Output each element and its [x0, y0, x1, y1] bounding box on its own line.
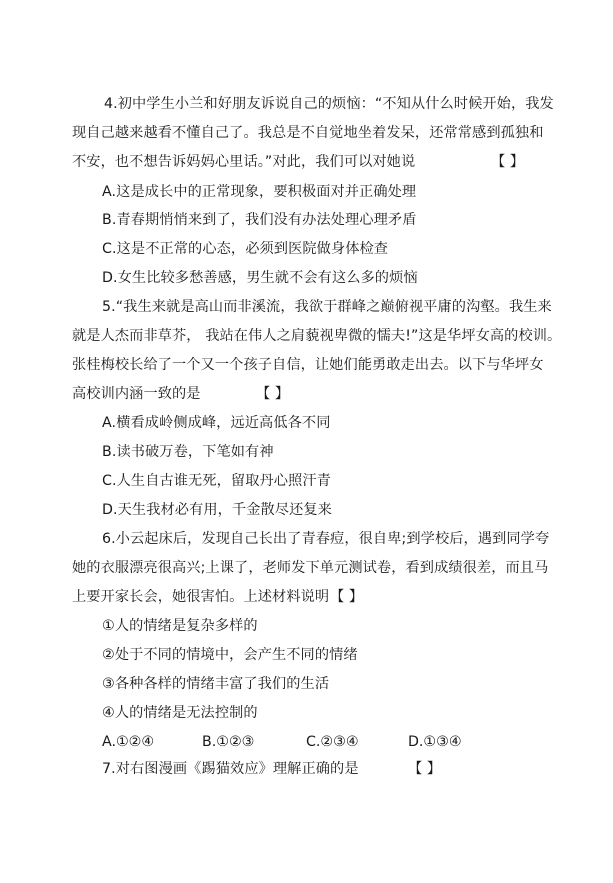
- q6-statement-2: ②处于不同的情境中，会产生不同的情绪: [102, 647, 358, 663]
- q5-line-1: 5.“我生来就是高山而非溪流，我欲于群峰之巅俯视平庸的沟壑。我生来: [102, 299, 552, 315]
- q6-line-2: 她的衣服漂亮很高兴;上课了，老师发下单元测试卷，看到成绩很差，而且马: [72, 560, 549, 576]
- q4-option-c: C.这是不正常的心态，必须到医院做身体检查: [102, 241, 389, 257]
- q6-statement-4: ④人的情绪是无法控制的: [102, 705, 258, 721]
- q5-line-4: 高校训内涵一致的是: [72, 386, 201, 402]
- q4-line-2: 现自己越来越看不懂自己了。我总是不自觉地坐着发呆，还常常感到孤独和: [72, 125, 544, 141]
- q5-option-a: A.横看成岭侧成峰，远近高低各不同: [102, 415, 331, 431]
- q4-line-1: 4.初中学生小兰和好朋友诉说自己的烦恼：“不知从什么时候开始，我发: [104, 96, 554, 112]
- q6-option-a: A.①②④: [102, 734, 155, 750]
- q6-option-b: B.①②③: [202, 734, 255, 750]
- q5-option-c: C.人生自古谁无死，留取丹心照汗青: [102, 473, 331, 489]
- q6-options-row: [102, 733, 522, 751]
- q4-line-3: 不安，也不想告诉妈妈心里话。”对此，我们可以对她说: [72, 154, 416, 170]
- q7-line-1: 7.对右图漫画《踢猫效应》理解正确的是: [102, 761, 359, 777]
- q4-option-a: A.这是成长中的正常现象，要积极面对并正确处理: [102, 184, 417, 200]
- q6-option-d: D.①③④: [408, 734, 462, 750]
- q6-statement-1: ①人的情绪是复杂多样的: [102, 618, 258, 634]
- q6-option-c: C.②③④: [306, 734, 359, 750]
- q5-line-3: 张桂梅校长给了一个又一个孩子自信，让她们能勇敢走出去。以下与华坪女: [72, 357, 544, 373]
- q6-answer-bracket: 【 】: [330, 589, 364, 605]
- q6-line-1: 6.小云起床后，发现自己长出了青春痘，很自卑;到学校后，遇到同学夸: [102, 531, 550, 547]
- q4-answer-bracket: 【 】: [491, 154, 525, 170]
- q5-line-2: 就是人杰而非草芥， 我站在伟人之肩藐视卑微的懦夫!”这是华坪女高的校训。: [72, 328, 562, 344]
- q5-option-b: B.读书破万卷，下笔如有神: [102, 444, 274, 460]
- q7-answer-bracket: 【 】: [408, 761, 442, 777]
- q6-statement-3: ③各种各样的情绪丰富了我们的生活: [102, 676, 330, 692]
- q5-option-d: D.天生我材必有用，千金散尽还复来: [102, 502, 332, 518]
- q5-answer-bracket: 【 】: [256, 386, 290, 402]
- q4-option-d: D.女生比较多愁善感，男生就不会有这么多的烦恼: [102, 270, 418, 286]
- q4-option-b: B.青春期悄悄来到了，我们没有办法处理心理矛盾: [102, 212, 417, 228]
- q6-line-3: 上要开家长会，她很害怕。上述材料说明: [72, 589, 330, 605]
